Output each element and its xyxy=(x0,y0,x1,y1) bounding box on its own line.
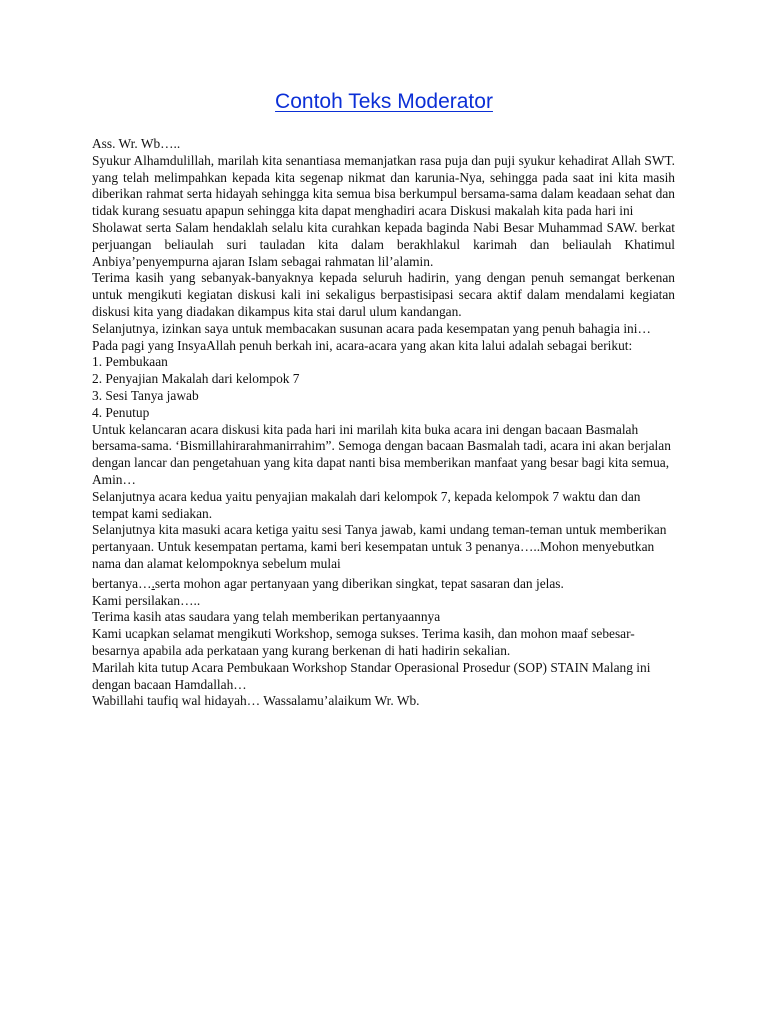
bertanya-prefix: bertanya… xyxy=(92,575,152,591)
list-item: 4. Penutup xyxy=(92,404,150,420)
list-item: 2. Penyajian Makalah dari kelompok 7 xyxy=(92,371,300,387)
paragraph-basmalah: Untuk kelancaran acara diskusi kita pada hari ini marilah kita buka acara ini dengan bacaan Basmalah bersama-sama. ‘Bismillahirarahmanirrahim”. Semoga dengan bacaan Basmalah tadi, acara ini akan berjalan dengan lancar dan pengetahuan yang kita dapat nanti bisa memberikan manfaat yang besar bagi kita semua, Amin… xyxy=(92,421,671,487)
greeting-paragraph: Ass. Wr. Wb….. xyxy=(92,136,181,151)
paragraph-acara-kedua: Selanjutnya acara kedua yaitu penyajian makalah dari kelompok 7, kepada kelompok 7 waktu dan dan tempat kami sediakan. xyxy=(92,488,641,521)
paragraph-terima-kasih-penanya: Terima kasih atas saudara yang telah memberikan pertanyaannya xyxy=(92,609,441,625)
bertanya-underlined: . xyxy=(151,575,155,591)
paragraph-acara-ketiga: Selanjutnya kita masuki acara ketiga yaitu sesi Tanya jawab, kami undang teman-teman untuk memberikan pertanyaan. Untuk kesempatan pertama, kami beri kesempatan untuk 3 penanya…..Mohon menyebutkan nama dan alamat kelompoknya sebelum mulai xyxy=(92,522,667,571)
paragraph-hamdallah: Marilah kita tutup Acara Pembukaan Workshop Standar Operasional Prosedur (SOP) STAIN Malang ini dengan bacaan Hamdallah… xyxy=(92,659,651,692)
list-item: 3. Sesi Tanya jawab xyxy=(92,387,199,403)
paragraph-sholawat: Sholawat serta Salam hendaklah selalu kita curahkan kepada baginda Nabi Besar Muhammad SAW. berkat perjuangan beliaulah suri tauladan kita dalam berakhlakul karimah dan beliaulah Khatimul Anbiya’penyempurna ajaran Islam sebagai rahmatan lil’alamin. xyxy=(92,219,675,269)
list-item: 1. Pembukaan xyxy=(92,354,168,370)
document-body xyxy=(92,136,675,710)
paragraph-penutup-workshop: Kami ucapkan selamat mengikuti Workshop, semoga sukses. Terima kasih, dan mohon maaf sebesar-besarnya apabila ada perkataan yang kurang berkenan di hati hadirin sekalian. xyxy=(92,626,635,658)
paragraph-agenda-intro: Pada pagi yang InsyaAllah penuh berkah ini, acara-acara yang akan kita lalui adalah sebagai berikut: xyxy=(92,337,633,353)
paragraph-salam-penutup: Wabillahi taufiq wal hidayah… Wassalamu’alaikum Wr. Wb. xyxy=(92,693,420,709)
agenda-list xyxy=(92,354,675,421)
bertanya-suffix: serta mohon agar pertanyaan yang diberikan singkat, tepat sasaran dan jelas. xyxy=(154,575,564,591)
paragraph-bertanya xyxy=(92,576,675,593)
paragraph-syukur: Syukur Alhamdulillah, marilah kita senantiasa memanjatkan rasa puja dan puji syukur kehadirat Allah SWT. yang telah melimpahkan kepada kita segenap nikmat dan karunia-Nya, sehingga pada saat ini kita masih diberikan rahmat serta hidayah sehingga kita semua bisa berkumpul bersama-sama dalam keadaan sehat dan tidak kurang sesuatu apapun sehingga kita dapat menghadiri acara Diskusi makalah kita pada hari ini xyxy=(92,152,675,219)
paragraph-susunan-acara: Selanjutnya, izinkan saya untuk membacakan susunan acara pada kesempatan yang penuh bahagia ini… xyxy=(92,320,651,336)
paragraph-persilakan: Kami persilakan….. xyxy=(92,592,201,608)
paragraph-terima-kasih: Terima kasih yang sebanyak-banyaknya kepada seluruh hadirin, yang dengan penuh semangat berkenan untuk mengikuti kegiatan diskusi kali ini sekaligus berpastisipasi secara aktif dalam mendalami kegiatan diskusi kita yang diadakan dikampus kita stai darul ulum kandangan. xyxy=(92,270,675,319)
page-title: Contoh Teks Moderator xyxy=(275,90,493,113)
